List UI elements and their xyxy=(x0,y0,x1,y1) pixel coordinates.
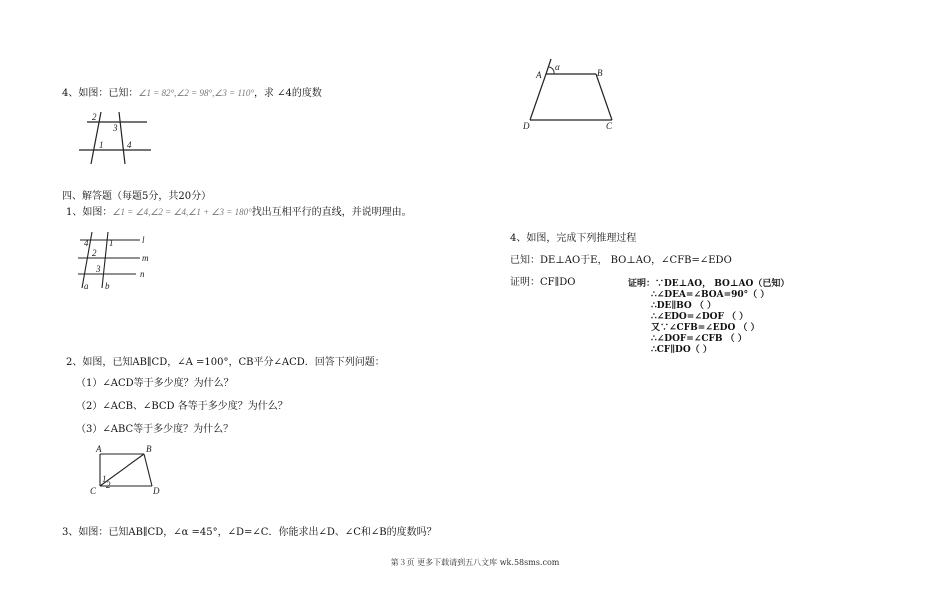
proof-line-5: 又∵∠CFB=∠EDO （ ） xyxy=(651,323,760,333)
q3-stem: 3、如图：已知AB∥CD，∠α =45°，∠D=∠C．你能求出∠D、∠C和∠B的度数吗？ xyxy=(62,527,437,538)
q1-label-3: 3 xyxy=(96,264,101,274)
q1-formula: ∠1 = ∠4,∠2 = ∠4,∠1 + ∠3 = 180° xyxy=(112,207,252,217)
q4-given: 已知：DE⊥AO于E， BO⊥AO，∠CFB=∠EDO xyxy=(510,255,732,266)
page-footer: 第３页 更多下载请到五八文库 wk.58sms.com xyxy=(390,558,560,567)
q4-prev-label-1: 1 xyxy=(99,140,104,150)
trap-label-D: D xyxy=(523,121,530,131)
trap-label-B: B xyxy=(597,68,603,78)
q4-prev-label-3: 3 xyxy=(113,123,118,133)
q1-figure xyxy=(74,228,154,292)
trap-label-alpha: α xyxy=(555,62,560,72)
q1-label-l: l xyxy=(142,235,145,245)
q1-label-1: 1 xyxy=(109,238,114,248)
q4-prove: 证明：CF∥DO xyxy=(510,277,576,288)
q1-label-n: n xyxy=(140,269,145,279)
q1-label-a: a xyxy=(84,281,89,291)
q2-label-C: C xyxy=(90,486,97,496)
q1-label-m: m xyxy=(142,253,149,263)
q4-title: 4、如图，完成下列推理过程 xyxy=(510,233,637,244)
q2-sub3: （3）∠ABC等于多少度？为什么？ xyxy=(76,424,234,435)
q4-prev-text xyxy=(62,87,322,100)
q4-prev-label-4: 4 xyxy=(127,140,132,150)
proof-line-4: ∴∠EDO=∠DOF （ ） xyxy=(651,312,749,322)
proof-line-1: 证明：∵DE⊥AO， BO⊥AO（已知） xyxy=(628,279,790,289)
q4-prev-figure xyxy=(75,108,155,168)
q1-suffix: 找出互相平行的直线，并说明理由。 xyxy=(251,207,412,218)
trap-label-A: A xyxy=(536,70,542,80)
proof-line-6: ∴∠DOF=∠CFB （ ） xyxy=(651,334,747,344)
q4-prev-suffix: ，求 ∠4的度数 xyxy=(253,88,322,99)
trapezoid-figure xyxy=(520,56,620,132)
q2-stem: 2、如图，已知AB∥CD，∠A =100°，CB平分∠ACD．回答下列问题： xyxy=(66,357,385,368)
q2-label-D: D xyxy=(153,486,160,496)
q1-label-2: 2 xyxy=(92,248,97,258)
q4-prev-prefix: 4、如图：已知： xyxy=(62,88,139,99)
q4-prev-formula: ∠1 = 82°,∠2 = 98°,∠3 = 110° xyxy=(138,88,254,98)
q2-label-A: A xyxy=(96,444,102,454)
q2-label-B: B xyxy=(146,444,152,454)
q1-label-b: b xyxy=(105,281,110,291)
trap-label-C: C xyxy=(606,121,613,131)
q1-label-4: 4 xyxy=(84,238,89,248)
section-title: 四、解答题（每题5分，共20分） xyxy=(62,191,212,202)
proof-line-2: ∴∠DEA=∠BOA=90°（ ） xyxy=(651,290,770,300)
q2-label-2: 2 xyxy=(106,480,111,490)
q2-figure xyxy=(86,444,166,496)
q2-sub2: （2）∠ACB、∠BCD 各等于多少度？为什么？ xyxy=(76,401,288,412)
q1-text xyxy=(66,206,412,219)
q2-sub1: （1）∠ACD等于多少度？为什么？ xyxy=(76,378,234,389)
proof-line-3: ∴DE∥BO （ ） xyxy=(651,301,717,311)
q4-prev-label-2: 2 xyxy=(92,112,97,122)
proof-line-7: ∴CF∥DO（ ） xyxy=(651,345,712,355)
q1-prefix: 1、如图： xyxy=(66,207,113,218)
q2-label-1: 1 xyxy=(102,474,107,484)
